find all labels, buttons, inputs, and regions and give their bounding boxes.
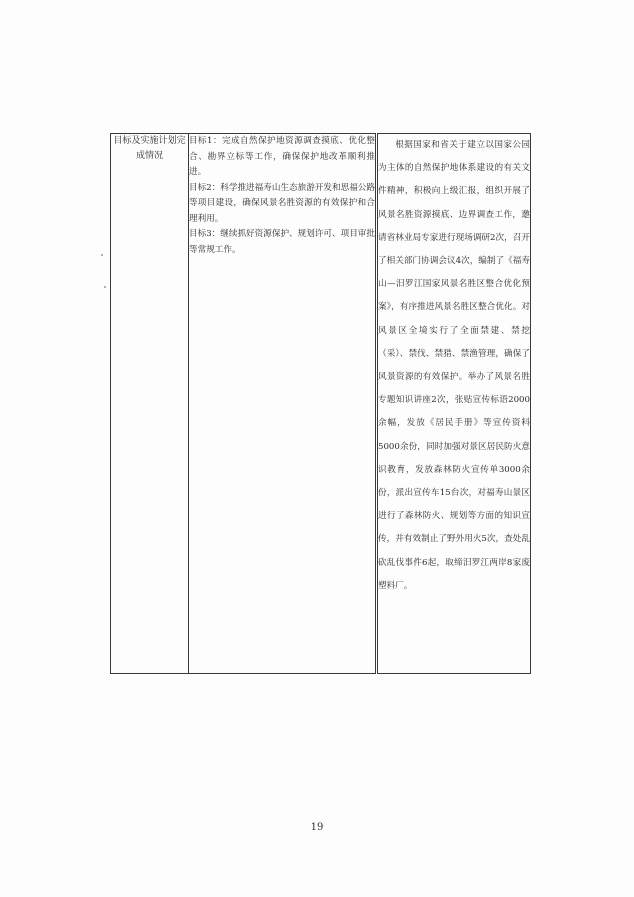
goal-item-1: 目标1：完成自然保护地资源调查摸底、优化整合、勘界立标等工作，确保保护地改革顺利推进。 bbox=[189, 136, 375, 177]
goal-completion-table bbox=[110, 133, 531, 674]
goals-cell bbox=[189, 134, 377, 674]
page-number: 19 bbox=[310, 822, 324, 833]
goal-item-2: 目标2：科学推进福寿山生态旅游开发和思福公路等项目建设，确保风景名胜资源的有效保护和合理利用。 bbox=[189, 182, 375, 224]
goal-item-3: 目标3：继续抓好资源保护、规划许可、项目审批等常规工作。 bbox=[189, 229, 375, 255]
row-label-cell bbox=[111, 134, 189, 674]
scan-speck bbox=[101, 254, 103, 256]
result-text: 根据国家和省关于建立以国家公园为主体的自然保护地体系建设的有关文件精神，积极向上级汇报，组织开展了风景名胜资源摸底、边界调查工作，邀请省林业局专家进行现场调研2次，召开了相关部门协调会议4次，编制了《福寿山—汨罗江国家风景名胜区整合优化预案》，有序推进风景名胜区整合优化。对风景区全境实行了全面禁建、禁挖（采）、禁伐、禁猎、禁渔管理，确保了风景资源的有效保护。举办了风景名胜专题知识讲座2次，张贴宣传标语2000余幅，发放《居民手册》等宣传资料5000余份，同时加强对景区居民防火意识教育，发放森林防火宣传单3000余份，派出宣传车15台次，对福寿山景区进行了森林防火、规划等方面的知识宣传，并有效制止了野外用火5次，查处乱砍乱伐事件6起，取缔汨罗江两岸8家废塑料厂。 bbox=[378, 140, 530, 591]
row-label: 目标及实施计划完成情况 bbox=[113, 136, 186, 161]
table-row bbox=[111, 134, 531, 674]
result-cell bbox=[377, 134, 531, 674]
scan-speck bbox=[104, 286, 106, 288]
